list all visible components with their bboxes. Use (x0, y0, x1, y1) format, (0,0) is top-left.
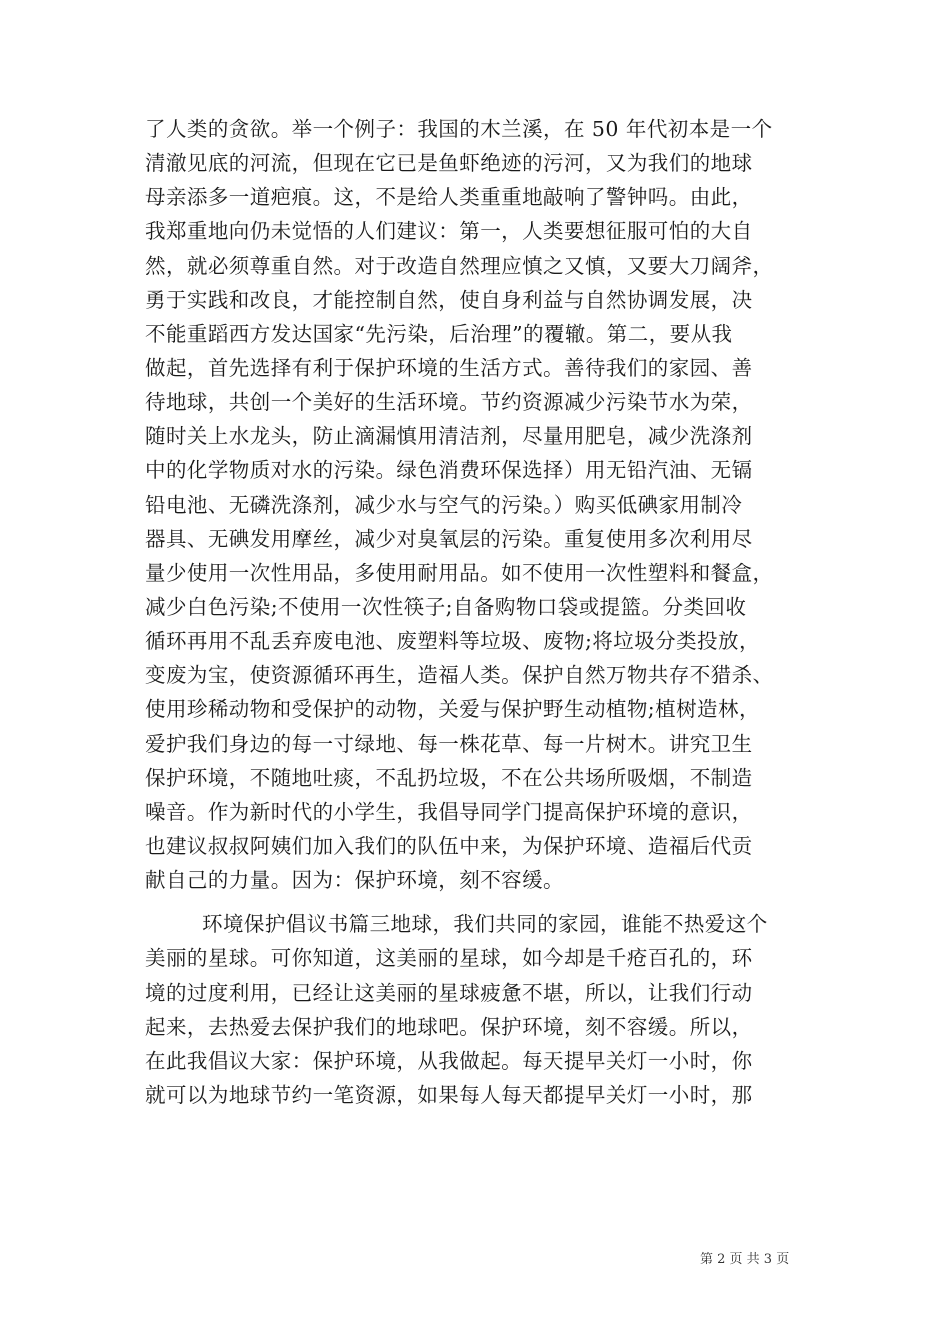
text-line: 也建议叔叔阿姨们加入我们的队伍中来，为保护环境、造福后代贡 (145, 833, 753, 858)
text-line: 爱护我们身边的每一寸绿地、每一株花草、每一片树木。讲究卫生 (145, 731, 753, 756)
text-line: 就可以为地球节约一笔资源，如果每人每天都提早关灯一小时，那 (145, 1082, 753, 1107)
text-line: 献自己的力量。因为：保护环境，刻不容缓。 (145, 868, 564, 893)
text-line: 做起，首先选择有利于保护环境的生活方式。善待我们的家园、善 (145, 355, 753, 380)
text-line: 然，就必须尊重自然。对于改造自然理应慎之又慎，又要大刀阔斧， (145, 253, 774, 278)
text-line: 美丽的星球。可你知道，这美丽的星球，如今却是千疮百孔的，环 (145, 946, 753, 971)
text-line: 不能重蹈西方发达国家“先污染，后治理”的覆辙。第二，要从我 (145, 321, 733, 346)
text-line: 了人类的贪欲。举一个例子：我国的木兰溪，在 50 年代初本是一个 (145, 117, 773, 141)
text-line: 量少使用一次性用品，多使用耐用品。如不使用一次性塑料和餐盒， (145, 560, 774, 585)
text-line: 待地球，共创一个美好的生活环境。节约资源减少污染节水为荣， (145, 390, 753, 415)
text-line: 器具、无碘发用摩丝，减少对臭氧层的污染。重复使用多次利用尽 (145, 526, 753, 551)
paragraph-gap (145, 897, 825, 907)
text-line: 使用珍稀动物和受保护的动物，关爱与保护野生动植物;植树造林， (145, 697, 760, 722)
text-line: 噪音。作为新时代的小学生，我倡导同学门提高保护环境的意识， (145, 799, 753, 824)
text-line: 循环再用不乱丢弃废电池、废塑料等垃圾、废物;将垃圾分类投放， (145, 629, 760, 654)
text-line: 起来，去热爱去保护我们的地球吧。保护环境，刻不容缓。所以， (145, 1014, 753, 1039)
page-number-footer: 第 2 页 共 3 页 (700, 1252, 790, 1267)
text-line: 母亲添多一道疤痕。这，不是给人类重重地敲响了警钟吗。由此， (145, 185, 753, 210)
text-line: 境的过度利用，已经让这美丽的星球疲惫不堪，所以，让我们行动 (145, 980, 753, 1005)
text-line: 我郑重地向仍未觉悟的人们建议：第一，人类要想征服可怕的大自 (145, 219, 753, 244)
text-line: 中的化学物质对水的污染。绿色消费环保选择）用无铅汽油、无镉 (145, 458, 753, 483)
body-text (145, 112, 825, 1112)
paragraph-2 (145, 907, 825, 1112)
text-line: 清澈见底的河流，但现在它已是鱼虾绝迹的污河，又为我们的地球 (145, 151, 753, 176)
text-line: 保护环境，不随地吐痰，不乱扔垃圾，不在公共场所吸烟，不制造 (145, 765, 753, 790)
text-line: 勇于实践和改良，才能控制自然，使自身利益与自然协调发展，决 (145, 287, 753, 312)
text-line: 在此我倡议大家：保护环境，从我做起。每天提早关灯一小时，你 (145, 1048, 753, 1073)
text-line: 环境保护倡议书篇三地球，我们共同的家园，谁能不热爱这个 (202, 912, 768, 937)
text-line: 变废为宝，使资源循环再生，造福人类。保护自然万物共存不猎杀、 (145, 663, 774, 688)
text-line: 铅电池、无磷洗涤剂，减少水与空气的污染。）购买低碘家用制冷 (145, 492, 743, 517)
text-line: 减少白色污染;不使用一次性筷子;自备购物口袋或提篮。分类回收 (145, 594, 747, 619)
paragraph-1 (145, 112, 825, 897)
text-line: 随时关上水龙头，防止滴漏慎用清洁剂，尽量用肥皂，减少洗涤剂 (145, 424, 753, 449)
